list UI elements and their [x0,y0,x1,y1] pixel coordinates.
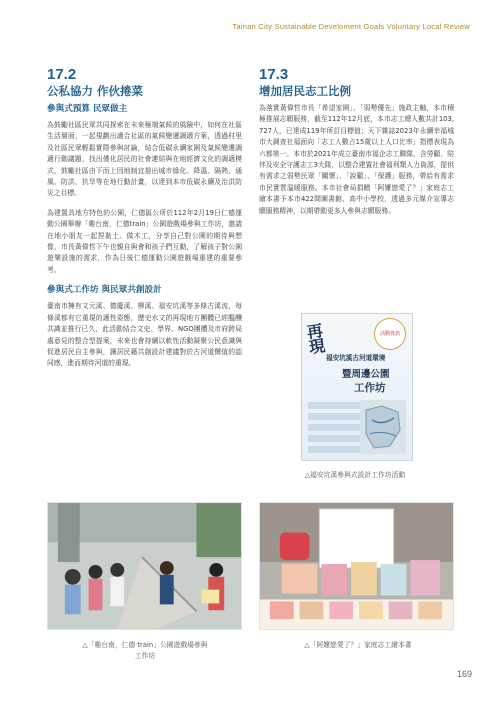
poster-schedule-item [308,402,368,409]
poster-map-icon [360,400,406,454]
park-workshop-photo [47,502,242,630]
poster-badge: 活動資訊 [374,318,406,350]
poster-schedule-item [308,413,368,420]
picture-books-photo [259,502,454,630]
subheading-participatory-budget: 參與式預算 民眾做主 [47,104,128,114]
workshop-poster-image [301,313,413,461]
poster-caption: △福安坑溪參與式設計工作坊活動 [304,471,406,479]
poster-line-1: 福安坑溪古河道環境 [326,354,386,362]
left-column [47,66,242,378]
right-column [259,66,454,225]
poster-big-text: 再現 [305,321,327,357]
paragraph-ancient-streams: 臺南市擁有文元溪、德慶溪、柳溪、福安坑溪等多條古溪流，每條溪都有它重現的適性姿態，歷史水文的再現地方團體已經醞釀共識並推行已久，此活動結合文史、學界、NGO團體及市府跨局處意見的整合型提案，未來也會持續以軟性活動凝聚公民意識與促進居民自主參與，讓居民藉共創設計建議對於古河道價值的認同感，進而期待河道的重現。 [47,302,242,368]
page-number: 169 [456,669,472,679]
running-header: Tainan City Sustainable Develoment Goals Voluntary Local Review [232,22,470,31]
poster-schedule-item [308,435,368,442]
section-title-17-2: 公私協力 作伙捲菜 [47,84,144,98]
picture-books-caption: △「阿嬤戀愛了？」家庭志工繪本書 [304,641,412,649]
section-title-17-3: 增加居民志工比例 [259,84,351,98]
poster-line-3: 工作坊 [354,382,386,394]
poster-schedule-item [308,446,368,453]
paragraph-park-workshop: 為建置具地方特色的公園，仁德區公所於112年2月19日仁德運動公園舉辦「趣台南，仁德train」公園遊戲場參與工作坊，邀請在地小朋友一起捏黏土、做木工，分享自己對公園的期待與想像，市長黃偉哲下午也親自與會和孩子們互動，了解孩子對公園遊樂設施的需求，作為日後仁德運動公園遊戲場重建的重要參考。 [47,208,242,274]
paragraph-climate-adaptation: 為鼓勵社區民眾共同探索在未來極端氣候的風險中，如何在社區生活層面，一起規劃出適合社區的氣候變遷調適方案，透過村里及社區民眾輕鬆實際參與討論，結合低碳永續家園及氣候變遷調適行動議題，找出僅化居民的社會連結與在地經濟文化的調適模式，鼓勵社區由下而上因地制宜提出城市綠化、降溫、隔熱、通風、防洪、抗旱等在地行動計畫，以達到本市低碳永續及治洪防災之目標。 [47,121,242,198]
subheading-participatory-workshop: 參與式工作坊 與民眾共創設計 [47,285,162,296]
section-number-17-3: 17.3 [259,66,289,83]
section-number-17-2: 17.2 [47,66,77,83]
park-workshop-caption: △「趣台南，仁德 train」公園遊戲場參與工作坊 [82,641,208,660]
poster-line-2: 暨周邊公園 [342,369,390,380]
paragraph-volunteers: 為落實黃偉哲市長「希望家園」、「弱勢優先」施政主軸，本市積極推展志願服務，截至112年12月底，本市志工總人數共計103,727人，已達成119年所訂目標值；天下雜誌2023年永續幸福城市大調查社福面向「志工人數占15歲以上人口比率」指標表現為六都第一。本市於2021年成立臺南市福企志工聯隊，含勞顧、陪伴及安全守護志工3大隊，以整合建置社會福利類人力資源，提供有需求之弱勢民眾「關懷」、「說顧」、「保護」服務，帶給有需求市民實質溫暖服務。本市社會局捐贈「阿嬤戀愛了？」家庭志工繪本書予本市422間圖書館、高中小學校，透過多元媒介宣導志願服務精神，以期帶動更多人參與志願服務。 [259,104,454,215]
poster-schedule-list [308,402,368,457]
poster-schedule-item [308,424,368,431]
